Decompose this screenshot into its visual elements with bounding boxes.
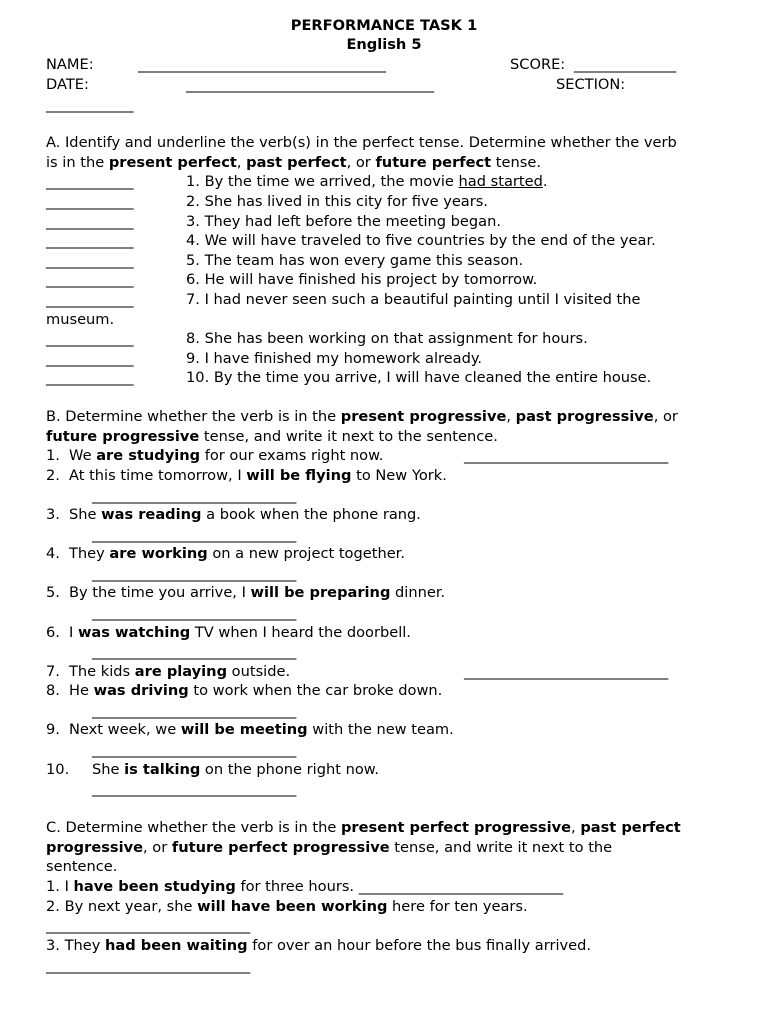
part-b-item-number: 9. bbox=[46, 721, 60, 738]
verb: have been studying bbox=[73, 878, 236, 895]
part-b-item-3 bbox=[69, 505, 421, 524]
separator: , bbox=[236, 154, 247, 171]
tense-future-perfect-progressive: future perfect progressive bbox=[171, 839, 390, 856]
text: He bbox=[69, 682, 94, 699]
separator: , bbox=[506, 408, 516, 425]
part-c-instruction-line-3: sentence. bbox=[46, 858, 118, 875]
part-c-answer-line-1: ____________________________ bbox=[358, 878, 564, 895]
part-b-item-number: 6. bbox=[46, 624, 60, 641]
part-a-item-9: 9. I have finished my homework already. bbox=[186, 350, 483, 367]
score-line: ______________ bbox=[574, 56, 677, 73]
date-line: __________________________________ bbox=[186, 76, 435, 93]
verb: was driving bbox=[93, 682, 189, 699]
verb: is talking bbox=[124, 761, 201, 778]
text: By the time you arrive, I bbox=[69, 584, 251, 601]
score-label: SCORE: bbox=[510, 56, 566, 73]
part-c-item-2 bbox=[46, 897, 528, 916]
text: outside. bbox=[227, 663, 291, 680]
part-b-item-5 bbox=[69, 583, 445, 602]
text: tense, and write it next to the sentence. bbox=[199, 428, 498, 445]
separator: , or bbox=[346, 154, 376, 171]
text: 3. They bbox=[46, 937, 105, 954]
text: At this time tomorrow, I bbox=[69, 467, 247, 484]
part-b-instruction-line-1 bbox=[46, 407, 678, 426]
tense-future-progressive: future progressive bbox=[46, 428, 200, 445]
part-a-blank-1: ____________ bbox=[46, 173, 134, 190]
part-b-item-9 bbox=[69, 720, 454, 739]
text: on the phone right now. bbox=[200, 761, 379, 778]
text: for our exams right now. bbox=[200, 447, 384, 464]
part-b-item-number: 3. bbox=[46, 506, 60, 523]
verb: will have been working bbox=[197, 898, 388, 915]
item-text: 1. By the time we arrived, the movie bbox=[186, 173, 459, 190]
part-b-instruction-line-2 bbox=[46, 427, 498, 446]
part-a-blank-6: ____________ bbox=[46, 271, 134, 288]
text: Next week, we bbox=[69, 721, 181, 738]
part-c-answer-line-2: ____________________________ bbox=[46, 917, 251, 934]
part-b-item-number: 4. bbox=[46, 545, 60, 562]
name-line: __________________________________ bbox=[138, 56, 387, 73]
part-b-item-number: 2. bbox=[46, 467, 60, 484]
part-b-answer-line-8: ____________________________ bbox=[92, 702, 297, 719]
verb: are working bbox=[109, 545, 208, 562]
text: She bbox=[92, 761, 125, 778]
part-a-blank-4: ____________ bbox=[46, 232, 134, 249]
part-b-item-number: 5. bbox=[46, 584, 60, 601]
part-a-blank-10: ____________ bbox=[46, 369, 134, 386]
tense-present-progressive: present progressive bbox=[340, 408, 507, 425]
text: They bbox=[69, 545, 110, 562]
part-b-item-2 bbox=[69, 466, 447, 485]
part-a-item-3: 3. They had left before the meeting began. bbox=[186, 213, 501, 230]
part-b-item-4 bbox=[69, 544, 405, 563]
part-b-item-10 bbox=[92, 760, 379, 779]
verb: are studying bbox=[96, 447, 201, 464]
part-c-answer-line-3: ____________________________ bbox=[46, 957, 251, 974]
text: 1. I bbox=[46, 878, 74, 895]
part-a-item-7-wrap: museum. bbox=[46, 311, 115, 328]
text: 2. By next year, she bbox=[46, 898, 198, 915]
part-c-instruction-line-2 bbox=[46, 838, 612, 857]
part-a-instruction-line-1: A. Identify and underline the verb(s) in the perfect tense. Determine whether the verb bbox=[46, 134, 677, 151]
text: on a new project together. bbox=[207, 545, 405, 562]
part-b-answer-line-6: ____________________________ bbox=[92, 643, 297, 660]
verb: will be preparing bbox=[250, 584, 391, 601]
text: here for ten years. bbox=[387, 898, 528, 915]
part-a-item-10: 10. By the time you arrive, I will have cleaned the entire house. bbox=[186, 369, 652, 386]
part-c-item-3 bbox=[46, 936, 591, 955]
part-a-blank-8: ____________ bbox=[46, 330, 134, 347]
part-b-answer-line-10: ____________________________ bbox=[92, 780, 297, 797]
part-a-item-6: 6. He will have finished his project by tomorrow. bbox=[186, 271, 538, 288]
text: C. Determine whether the verb is in the bbox=[46, 819, 341, 836]
part-b-item-number: 8. bbox=[46, 682, 60, 699]
part-b-item-number: 10. bbox=[46, 761, 70, 778]
tense-present-perfect: present perfect bbox=[108, 154, 237, 171]
part-b-answer-line-4: ____________________________ bbox=[92, 565, 297, 582]
verb: are playing bbox=[134, 663, 228, 680]
text: I bbox=[69, 624, 78, 641]
part-b-answer-line-3: ____________________________ bbox=[92, 526, 297, 543]
part-b-item-8 bbox=[69, 681, 442, 700]
part-a-item-8: 8. She has been working on that assignment for hours. bbox=[186, 330, 588, 347]
tense-past-perfect-progressive-cont: progressive bbox=[46, 839, 143, 856]
part-a-item-4: 4. We will have traveled to five countries by the end of the year. bbox=[186, 232, 656, 249]
verb: was watching bbox=[77, 624, 191, 641]
part-b-answer-line-5: ____________________________ bbox=[92, 604, 297, 621]
text: B. Determine whether the verb is in the bbox=[46, 408, 341, 425]
underlined-verb: had started bbox=[458, 173, 543, 190]
verb: had been waiting bbox=[104, 937, 248, 954]
part-b-answer-line-9: ____________________________ bbox=[92, 741, 297, 758]
tense-past-perfect: past perfect bbox=[246, 154, 347, 171]
part-b-item-1 bbox=[69, 446, 383, 465]
text: for three hours. bbox=[235, 878, 359, 895]
separator: , bbox=[571, 819, 581, 836]
text: TV when I heard the doorbell. bbox=[190, 624, 411, 641]
worksheet-title: PERFORMANCE TASK 1 bbox=[290, 17, 478, 34]
text: We bbox=[69, 447, 97, 464]
part-a-instruction-line-2 bbox=[46, 153, 541, 172]
verb: will be meeting bbox=[180, 721, 308, 738]
text: with the new team. bbox=[307, 721, 454, 738]
tense-future-perfect: future perfect bbox=[375, 154, 492, 171]
text: tense, and write it next to the bbox=[389, 839, 613, 856]
separator: , or bbox=[653, 408, 678, 425]
part-b-answer-line-1: ____________________________ bbox=[464, 447, 669, 464]
name-label: NAME: bbox=[46, 56, 94, 73]
part-b-item-number: 7. bbox=[46, 663, 60, 680]
tense-past-perfect: past perfect bbox=[580, 819, 681, 836]
text: for over an hour before the bus finally arrived. bbox=[247, 937, 592, 954]
part-a-blank-3: ____________ bbox=[46, 213, 134, 230]
part-b-answer-line-2: ____________________________ bbox=[92, 487, 297, 504]
text: She bbox=[69, 506, 102, 523]
tense-past-progressive: past progressive bbox=[515, 408, 654, 425]
part-b-item-7 bbox=[69, 662, 290, 681]
tense-present-perfect-progressive: present perfect progressive bbox=[340, 819, 572, 836]
text: to work when the car broke down. bbox=[188, 682, 443, 699]
part-a-item-2: 2. She has lived in this city for five years. bbox=[186, 193, 488, 210]
part-a-blank-9: ____________ bbox=[46, 350, 134, 367]
text: to New York. bbox=[351, 467, 447, 484]
section-line: ____________ bbox=[46, 96, 134, 113]
text: tense. bbox=[491, 154, 541, 171]
section-label: SECTION: bbox=[556, 76, 626, 93]
part-c-item-1 bbox=[46, 877, 563, 896]
worksheet-subtitle: English 5 bbox=[346, 36, 422, 53]
part-a-item-1 bbox=[186, 172, 548, 191]
part-c-instruction-line-1 bbox=[46, 818, 681, 837]
part-a-blank-2: ____________ bbox=[46, 193, 134, 210]
part-b-answer-line-7: ____________________________ bbox=[464, 663, 669, 680]
date-label: DATE: bbox=[46, 76, 89, 93]
part-a-item-7: 7. I had never seen such a beautiful painting until I visited the bbox=[186, 291, 641, 308]
part-b-item-6 bbox=[69, 623, 411, 642]
verb: will be flying bbox=[246, 467, 352, 484]
verb: was reading bbox=[101, 506, 202, 523]
part-a-item-5: 5. The team has won every game this season. bbox=[186, 252, 524, 269]
text: a book when the phone rang. bbox=[201, 506, 421, 523]
separator: , or bbox=[143, 839, 172, 856]
part-a-blank-5: ____________ bbox=[46, 252, 134, 269]
text: The kids bbox=[69, 663, 135, 680]
item-text: . bbox=[542, 173, 548, 190]
part-b-item-number: 1. bbox=[46, 447, 60, 464]
text: is in the bbox=[46, 154, 109, 171]
part-a-blank-7: ____________ bbox=[46, 291, 134, 308]
text: dinner. bbox=[390, 584, 446, 601]
